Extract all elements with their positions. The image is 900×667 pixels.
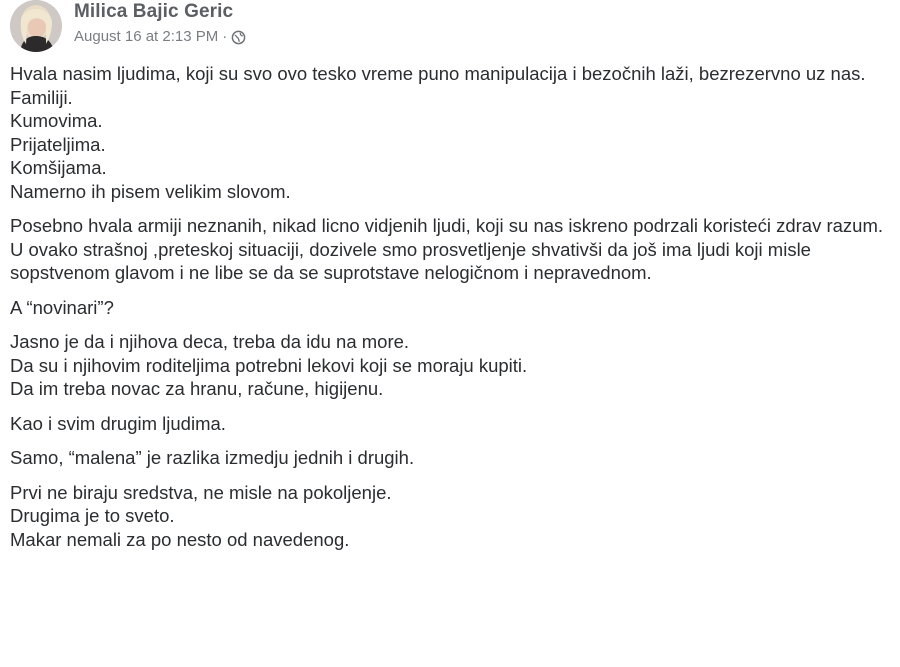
post-text-line: Familiji. — [10, 86, 73, 108]
post-paragraph — [10, 446, 890, 470]
post-text-line: Komšijama. — [10, 157, 107, 178]
post-text-line: Da su i njihovim roditeljima potrebni lekovi koji se moraju kupiti. — [10, 354, 528, 376]
post-paragraph — [10, 412, 890, 436]
post-paragraph — [10, 214, 890, 285]
post-text-line: Namerno ih pisem velikim slovom. — [10, 180, 291, 202]
post-paragraph — [10, 296, 890, 320]
post-subline — [74, 27, 246, 47]
post-text-line: U ovako strašnoj ,preteskoj situaciji, dozivele smo prosvetljenje shvativši da još ima ljudi koji misle sopstvenom glavom i ne libe se da se suprotstave nelogičnom i nepravednom. — [10, 238, 811, 283]
post-text-line: Drugima je to sveto. — [10, 505, 175, 526]
post-text-line: Jasno je da i njihova deca, treba da idu na more. — [10, 331, 410, 352]
avatar[interactable] — [10, 0, 62, 52]
post-timestamp[interactable]: August 16 at 2:13 PM — [74, 28, 219, 45]
post-paragraph — [10, 62, 890, 203]
post-body — [10, 62, 890, 562]
post-text-line: Kao i svim drugim ljudima. — [10, 412, 226, 434]
post-text-line: Da im treba novac za hranu, račune, higijenu. — [10, 378, 384, 399]
post-text-line: A “novinari”? — [10, 296, 114, 318]
avatar-image — [10, 0, 62, 52]
post-text-line: Prijateljima. — [10, 133, 106, 155]
separator-dot: · — [222, 28, 228, 45]
post-text-line: Hvala nasim ljudima, koji su svo ovo tesko vreme puno manipulacija i bezočnih laži, bezrezervno uz nas. — [10, 63, 866, 84]
post-paragraph — [10, 481, 890, 552]
post-text-line: Makar nemali za po nesto od navedenog. — [10, 528, 350, 550]
post-meta — [74, 0, 246, 47]
post-text-line: Samo, “malena” je razlika izmedju jednih i drugih. — [10, 447, 415, 468]
post-text-line: Kumovima. — [10, 110, 103, 131]
author-name[interactable]: Milica Bajic Geric — [74, 1, 234, 22]
globe-icon[interactable] — [231, 30, 246, 45]
post-paragraph — [10, 330, 890, 401]
post-header — [10, 0, 246, 56]
post-text-line: Posebno hvala armiji neznanih, nikad licno vidjenih ljudi, koji su nas iskreno podrzali koristeći zdrav razum. — [10, 215, 884, 236]
post-text-line: Prvi ne biraju sredstva, ne misle na pokoljenje. — [10, 481, 392, 503]
